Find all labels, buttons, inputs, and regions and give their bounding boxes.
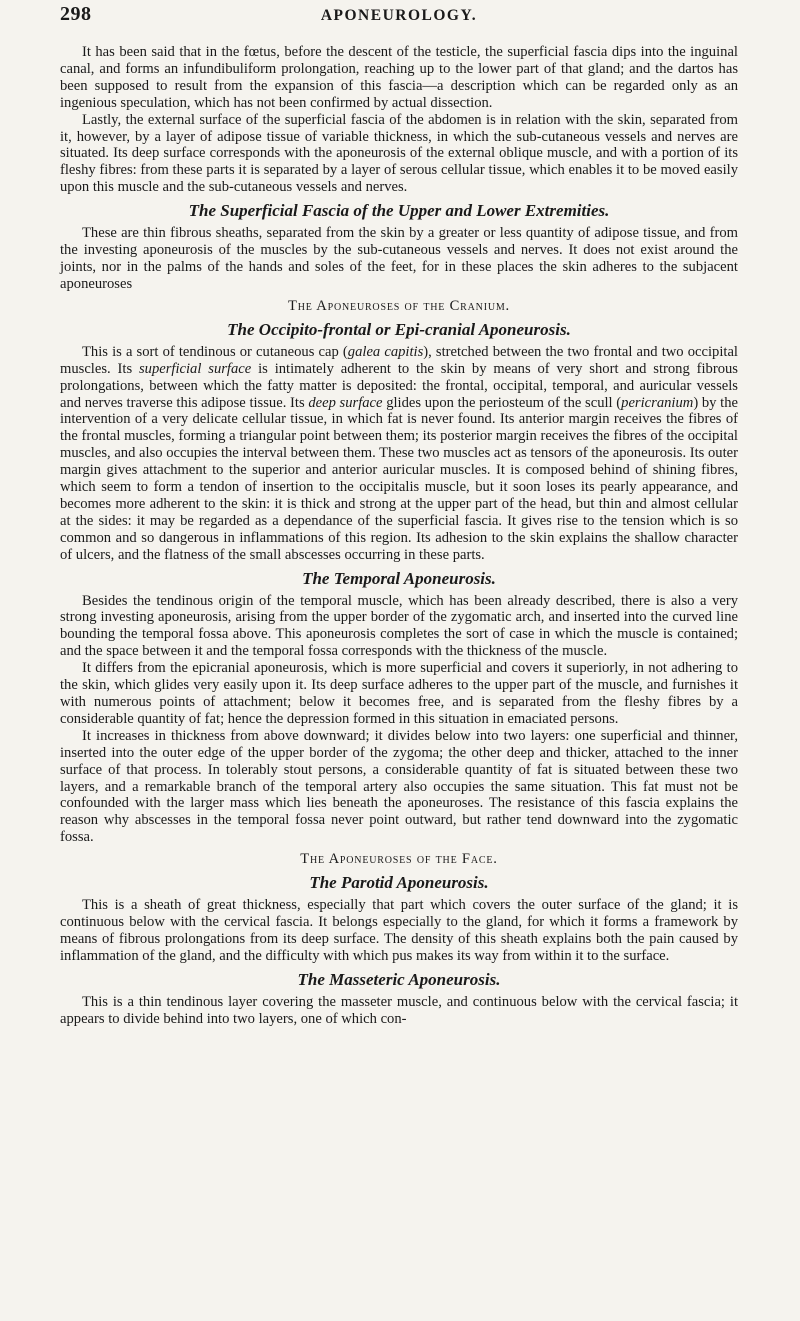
paragraph: It has been said that in the fœtus, before the descent of the testicle, the superficial fascia dips into the inguinal canal, and forms an infundibuliform prolongation, reaching up to the lower part of that gland; and the dartos has been supposed to result from the expansion of this fascia—a description which can be regarded only as an ingenious speculation, which has not been confirmed by actual dissection. [60, 44, 738, 111]
text-run: is intimately adherent to the skin by means of very short and strong fibrous prolongations, between which the fatty matter is deposited: the frontal, occipital, temporal, and auricular vessels and nerves traverse this adipose tissue. Its [60, 360, 738, 411]
page-number: 298 [60, 3, 92, 25]
chapter-section-title: The Aponeuroses of the Face. [300, 851, 498, 868]
text-run: ), stretched between the two frontal and two occipital muscles. Its [60, 343, 738, 377]
text-run: This is a sort of tendinous or cutaneous cap ( [82, 343, 348, 360]
running-head [60, 0, 738, 34]
section-heading: The Masseteric Aponeurosis. [297, 969, 501, 989]
paragraph: It increases in thickness from above downward; it divides below into two layers: one superficial and thinner, inserted into the outer edge of the upper border of the zygoma; the other deep and thicker, attached to the inner surface of that process. In tolerably stout persons, a considerable quantity of fat is situated between these two layers, and a remarkable branch of the temporal artery also occupies the same situation. This fat must not be confounded with the larger mass which lies beneath the aponeuroses. The resistance of this fascia explains the reason why abscesses in the temporal fossa never point outward, but rather tend downward into the zygomatic fossa. [60, 727, 738, 846]
italic-term: pericranium [621, 394, 694, 411]
italic-term: deep surface [308, 394, 383, 411]
italic-term: galea capitis [347, 343, 424, 360]
running-title: APONEUROLOGY. [320, 7, 478, 24]
chapter-section-title: The Aponeuroses of the Cranium. [288, 297, 510, 314]
section-heading: The Temporal Aponeurosis. [302, 568, 496, 588]
paragraph: It differs from the epicranial aponeurosis, which is more superficial and covers it superiorly, in not adhering to the skin, which glides very easily upon it. Its deep surface adheres to the upper part of the muscle, and furnishes it with numerous points of attachment; below it becomes free, and is separated from the fleshy fibres by a considerable quantity of fat; hence the depression formed in this situation in emaciated persons. [60, 660, 738, 727]
section-heading: The Parotid Aponeurosis. [309, 873, 489, 893]
italic-term: superficial surface [138, 360, 252, 377]
paragraph: Besides the tendinous origin of the temporal muscle, which has been already described, there is also a very strong investing aponeurosis, arising from the upper border of the zygomatic arch, and inserted into the curved line bounding the temporal fossa above. This aponeurosis completes the sort of case in which the muscle is contained; and the space between it and the temporal fossa corresponds with the thickness of the muscle. [60, 592, 738, 660]
text-run: glides upon the periosteum of the scull ( [382, 394, 622, 411]
paragraph: Lastly, the external surface of the superficial fascia of the abdomen is in relation with the skin, separated from it, however, by a layer of adipose tissue of variable thickness, in which the sub-cutaneous vessels and nerves are situated. Its deep surface corresponds with the aponeurosis of the external oblique muscle, and with a portion of its fleshy fibres: from these parts it is separated by a layer of serous cellular tissue, which enables it to be moved easily upon this muscle and the sub-cutaneous vessels and nerves. [60, 111, 738, 196]
section-heading: The Superficial Fascia of the Upper and Lower Extremities. [188, 201, 610, 221]
paragraph: This is a sheath of great thickness, especially that part which covers the outer surface of the gland; it is continuous below with the cervical fascia. It belongs especially to the gland, for which it forms a framework by means of fibrous prolongations from its deep surface. The density of this sheath explains both the pain caused by inflammation of the gland, and the difficulty with which pus makes its way from within it to the surface. [60, 897, 738, 964]
section-heading: The Occipito-frontal or Epi-cranial Aponeurosis. [227, 319, 571, 339]
paragraph: These are thin fibrous sheaths, separated from the skin by a greater or less quantity of adipose tissue, and from the investing aponeurosis of the muscles by the sub-cutaneous vessels and nerves. It does not exist around the joints, nor in the palms of the hands and soles of the feet, for in these places the skin adheres to the subjacent aponeuroses [60, 225, 738, 292]
page-body [60, 44, 738, 1028]
text-run: ) by the intervention of a very delicate cellular tissue, in which fat is never found. Its anterior margin receives the fibres of the frontal muscles, forming a triangular point between them; its posterior margin receives the fibres of the occipital muscles, and also occupies the interval between them. These two muscles act as tensors of the aponeurosis. Its outer margin gives attachment to the superior and anterior auricular muscles. It is composed behind of shining fibres, which seem to form a tendon of insertion to the occipitalis muscle, but it soon loses its pearly appearance, and becomes more adherent to the skin: it is thick and strong at the upper part of the head, but thin and almost cellular at the sides: it may be regarded as a dependance of the superficial fascia. It gives rise to the tension which is so common and so dangerous in inflammations of this region. Its adhesion to the skin explains the shallow character of ulcers, and the flatness of the small abscesses occurring in these parts. [60, 394, 738, 563]
paragraph [60, 344, 738, 564]
paragraph: This is a thin tendinous layer covering the masseter muscle, and continuous below with the cervical fascia; it appears to divide behind into two layers, one of which con- [60, 993, 738, 1027]
